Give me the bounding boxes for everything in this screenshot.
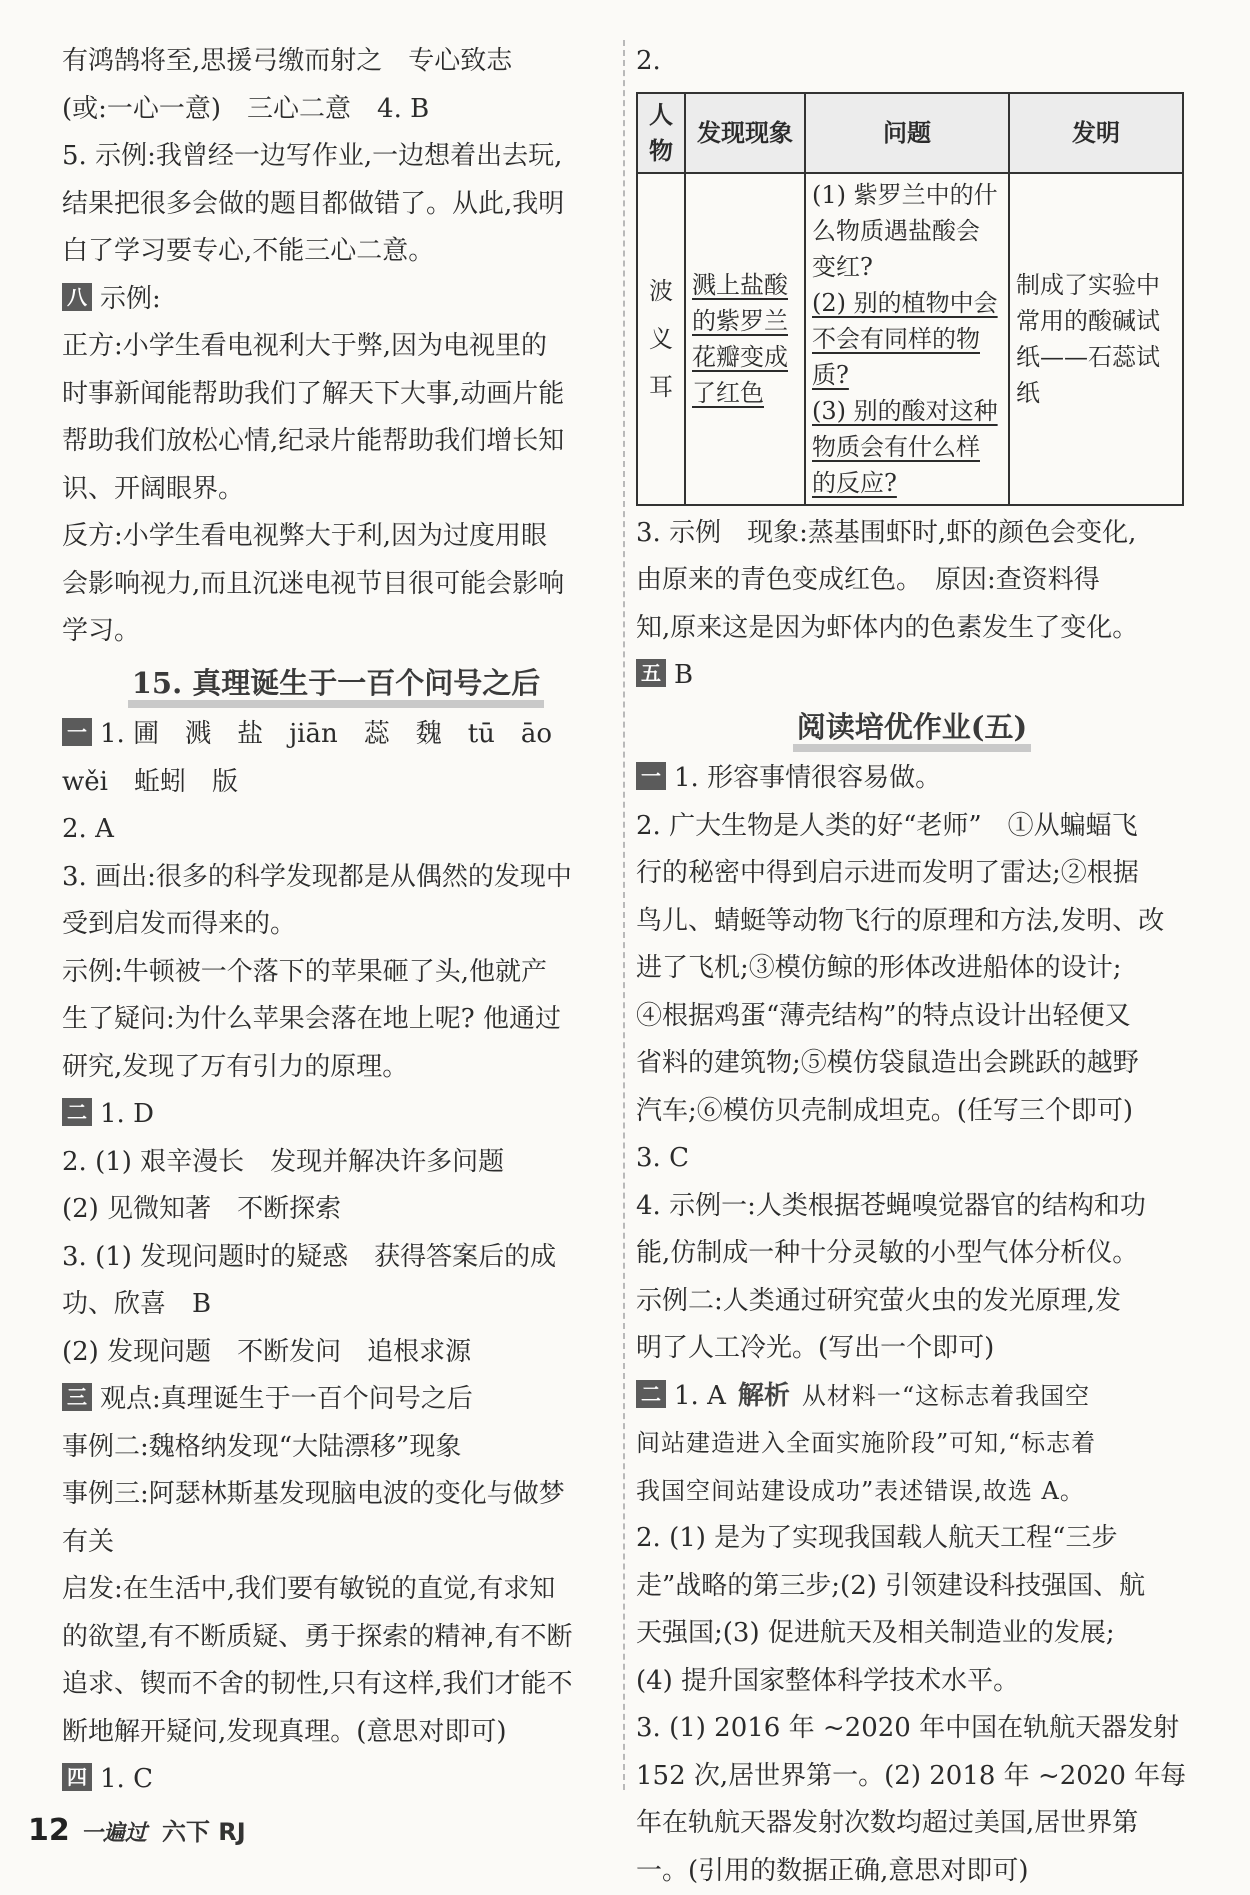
text-line: 3. (1) 2016 年 ~2020 年中国在轨航天器发射 [636,1705,1188,1753]
table-header: 发明 [1009,93,1183,173]
text-line: 功、欣喜 B [62,1281,610,1329]
text-line: 受到启发而得来的。 [62,901,610,949]
text-line: 有关 [62,1519,610,1567]
section-badge: 八 [62,283,92,311]
text-line: 3. 示例 现象:蒸基围虾时,虾的颜色会变化, [636,510,1188,558]
text-line: 1. 圃 溅 盐 jiān 蕊 魏 tū āo [100,719,552,749]
text-line: 4. 示例一:人类根据苍蝇嗅觉器官的结构和功 [636,1183,1188,1231]
text-line: 2. (1) 艰辛漫长 发现并解决许多问题 [62,1139,610,1187]
section-badge: 三 [62,1383,92,1411]
text-line: 3. 画出:很多的科学发现都是从偶然的发现中 [62,854,610,902]
text-line: 事例二:魏格纳发现“大陆漂移”现象 [62,1424,610,1472]
text-line: 进了飞机;③模仿鲸的形体改进船体的设计; [636,945,1188,993]
reading-title: 阅读培优作业(五) [636,704,1188,752]
text-line: 1. A [674,1381,726,1411]
text-line: 帮助我们放松心情,纪录片能帮助我们增长知 [62,418,610,466]
text-line: 5. 示例:我曾经一边写作业,一边想着出去玩, [62,133,610,181]
text-line: (4) 提升国家整体科学技术水平。 [636,1658,1188,1706]
text-line: 3. (1) 发现问题时的疑惑 获得答案后的成 [62,1234,610,1282]
text-line: 走”战略的第三步;(2) 引领建设科技强国、航 [636,1563,1188,1611]
text-line: 学习。 [62,608,610,656]
text-line: 我国空间站建设成功”表述错误,故选 A。 [636,1468,1188,1516]
table-cell-phenomenon: 溅上盐酸的紫罗兰花瓣变成了红色 [685,173,805,505]
text-line: 正方:小学生看电视利大于弊,因为电视里的 [62,323,610,371]
text-line: 白了学习要专心,不能三心二意。 [62,228,610,276]
text-line: 识、开阔眼界。 [62,466,610,514]
text-line: (2) 发现问题 不断发问 追根求源 [62,1329,610,1377]
text-line: 鸟儿、蜻蜓等动物飞行的原理和方法,发明、改 [636,898,1188,946]
text-line: 会影响视力,而且沉迷电视节目很可能会影响 [62,561,610,609]
text-line: 3. C [636,1135,1188,1183]
text-line: 有鸿鹄将至,思援弓缴而射之 专心致志 [62,38,610,86]
text-line: 152 次,居世界第一。(2) 2018 年 ~2020 年每 [636,1753,1188,1801]
text-line: 明了人工冷光。(写出一个即可) [636,1325,1188,1373]
table-header: 发现现象 [685,93,805,173]
text-line: 行的秘密中得到启示进而发明了雷达;②根据 [636,850,1188,898]
analysis-label: 解析 [738,1381,790,1411]
text-line: 示例:牛顿被一个落下的苹果砸了头,他就产 [62,949,610,997]
section-8 [62,276,610,324]
text-line: 年在轨航天器发射次数均超过美国,居世界第 [636,1800,1188,1848]
text-line: ④根据鸡蛋“薄壳结构”的特点设计出轻便又 [636,993,1188,1041]
text-line: 汽车;⑥模仿贝壳制成坦克。(任写三个即可) [636,1088,1188,1136]
section-5 [636,652,1188,700]
text-line: 1. C [100,1764,153,1794]
section-2 [62,1091,610,1139]
text-line: 时事新闻能帮助我们了解天下大事,动画片能 [62,371,610,419]
text-line: 省料的建筑物;⑤模仿袋鼠造出会跳跃的越野 [636,1040,1188,1088]
table-header: 人物 [637,93,685,173]
text-line: 事例三:阿瑟林斯基发现脑电波的变化与做梦 [62,1471,610,1519]
text-line: 天强国;(3) 促进航天及相关制造业的发展; [636,1610,1188,1658]
page-footer [28,1812,246,1848]
text-line: 研究,发现了万有引力的原理。 [62,1044,610,1092]
page-number: 12 [28,1813,70,1848]
section-3 [62,1376,610,1424]
lesson-title: 15. 真理诞生于一百个问号之后 [62,660,610,708]
text-line: (或:一心一意) 三心二意 4. B [62,86,610,134]
section-badge: 一 [636,762,666,790]
text-line: (2) 见微知著 不断探索 [62,1186,610,1234]
text-line: 2. 广大生物是人类的好“老师” ①从蝙蝠飞 [636,803,1188,851]
text-line: 2. (1) 是为了实现我国载人航天工程“三步 [636,1515,1188,1563]
text-line: 观点:真理诞生于一百个问号之后 [100,1384,473,1414]
left-column [62,38,610,1804]
text-line: 追求、锲而不舍的韧性,只有这样,我们才能不 [62,1661,610,1709]
text-line: 一。(引用的数据正确,意思对即可) [636,1848,1188,1895]
table-header: 问题 [805,93,1009,173]
text-line: 知,原来这是因为虾体内的色素发生了变化。 [636,605,1188,653]
text-line: 的欲望,有不断质疑、勇于探索的精神,有不断 [62,1614,610,1662]
text-line: 从材料一“这标志着我国空 [802,1382,1090,1410]
table-cell-invention: 制成了实验中常用的酸碱试纸——石蕊试纸 [1009,173,1183,505]
reading-section-2 [636,1373,1188,1421]
text-line: 由原来的青色变成红色。 原因:查资料得 [636,557,1188,605]
section-badge: 二 [636,1380,666,1408]
text-line: 2. [636,38,1188,86]
section-1 [62,711,610,759]
text-line: 间站建造进入全面实施阶段”可知,“标志着 [636,1420,1188,1468]
reading-section-1 [636,755,1188,803]
table-header-row [637,93,1183,173]
text-line: 生了疑问:为什么苹果会落在地上呢? 他通过 [62,996,610,1044]
text-line: 示例二:人类通过研究萤火虫的发光原理,发 [636,1278,1188,1326]
section-badge: 一 [62,718,92,746]
section-badge: 二 [62,1098,92,1126]
text-line: B [674,660,693,690]
section-4 [62,1756,610,1804]
table-cell-person: 波义耳 [637,173,685,505]
answer-table [636,92,1184,506]
table-cell-questions: (1) 紫罗兰中的什么物质遇盐酸会变红? (2) 别的植物中会不会有同样的物质? (3) 别的酸对这种物质会有什么样的反应? [805,173,1009,505]
right-column [636,38,1188,1895]
section-badge: 五 [636,659,666,687]
text-line: 1. D [100,1099,154,1129]
text-line: 结果把很多会做的题目都做错了。从此,我明 [62,181,610,229]
text-line: 断地解开疑问,发现真理。(意思对即可) [62,1709,610,1757]
grade-label: 六下 RJ [162,1818,246,1846]
section-badge: 四 [62,1763,92,1791]
text-line: 反方:小学生看电视弊大于利,因为过度用眼 [62,513,610,561]
text-line: 能,仿制成一种十分灵敏的小型气体分析仪。 [636,1230,1188,1278]
text-line: 2. A [62,806,610,854]
text-line: 示例: [100,284,161,314]
brand-logo: 一遍过 [81,1821,147,1846]
text-line: 启发:在生活中,我们要有敏锐的直觉,有求知 [62,1566,610,1614]
text-line: wěi 蚯蚓 版 [62,759,610,807]
table-row [637,173,1183,505]
column-divider [623,40,625,1790]
text-line: 1. 形容事情很容易做。 [674,763,941,793]
